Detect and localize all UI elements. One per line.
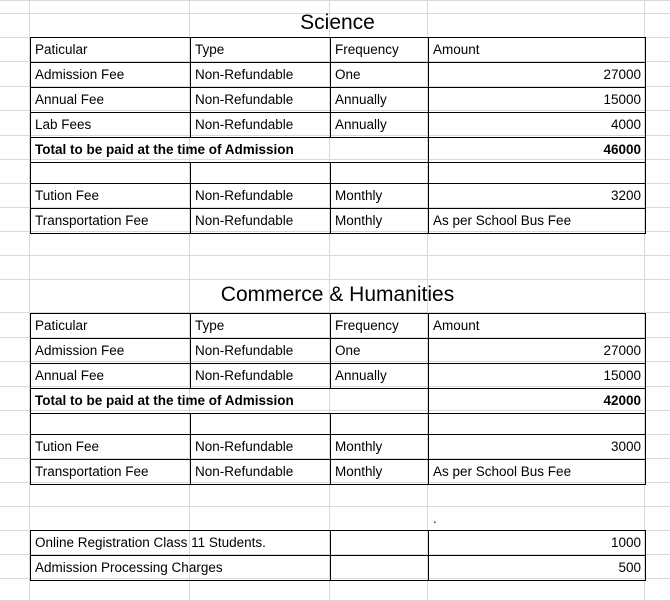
cell-charge-label: Admission Processing Charges [31,556,331,581]
cell-amount: As per School Bus Fee [429,209,646,234]
cell-frequency: One [331,63,429,88]
cell-type: Non-Refundable [191,88,331,113]
table-blank-row [31,414,646,435]
cell-amount: 27000 [429,63,646,88]
table-blank-row [31,163,646,184]
table-row [31,556,646,581]
cell-charge-middle [331,531,429,556]
cell-amount: 3200 [429,184,646,209]
cell-particular: Transportation Fee [31,209,191,234]
cell-type: Non-Refundable [191,460,331,485]
table-total-row [31,138,646,163]
cell-frequency: Annually [331,88,429,113]
header-cell-amount: Amount [429,38,646,63]
cell-frequency: Annually [331,113,429,138]
table-row [31,531,646,556]
cell-amount: 4000 [429,113,646,138]
cell-amount: As per School Bus Fee [429,460,646,485]
cell-amount: 27000 [429,339,646,364]
cell-particular: Transportation Fee [31,460,191,485]
cell-total-label: Total to be paid at the time of Admission [31,389,429,414]
table-header-row [31,38,646,63]
cell-particular: Tution Fee [31,435,191,460]
cell-charge-amount: 1000 [429,531,646,556]
cell-amount [429,414,646,435]
table-total-row [31,389,646,414]
cell-amount [429,163,646,184]
cell-total-amount: 42000 [429,389,646,414]
table-row [31,460,646,485]
table-row [31,209,646,234]
cell-type: Non-Refundable [191,435,331,460]
cell-particular [31,414,191,435]
cell-charge-amount: 500 [429,556,646,581]
cell-total-label: Total to be paid at the time of Admission [31,138,429,163]
cell-particular [31,163,191,184]
fee-table-science [30,37,646,234]
cell-particular: Admission Fee [31,339,191,364]
table-row [31,339,646,364]
header-cell-particular: Paticular [31,38,191,63]
header-cell-type: Type [191,314,331,339]
extra-charges-table [30,530,646,581]
cell-particular: Admission Fee [31,63,191,88]
cell-frequency: Monthly [331,435,429,460]
cell-amount: 3000 [429,435,646,460]
table-row [31,113,646,138]
cell-frequency: Monthly [331,460,429,485]
table-row [31,63,646,88]
cell-type: Non-Refundable [191,113,331,138]
cell-frequency: One [331,339,429,364]
table-row [31,184,646,209]
cell-amount: 15000 [429,364,646,389]
table-row [31,88,646,113]
cell-type: Non-Refundable [191,63,331,88]
cell-frequency [331,163,429,184]
cell-frequency: Monthly [331,184,429,209]
cell-particular: Annual Fee [31,88,191,113]
cell-charge-label: Online Registration Class 11 Students. [31,531,331,556]
section-title-science: Science [300,11,375,34]
table-row [31,364,646,389]
cell-type: Non-Refundable [191,209,331,234]
cell-frequency: Annually [331,364,429,389]
header-cell-particular: Paticular [31,314,191,339]
cell-type: Non-Refundable [191,184,331,209]
header-cell-amount: Amount [429,314,646,339]
cell-particular: Tution Fee [31,184,191,209]
table-header-row [31,314,646,339]
cell-frequency: Monthly [331,209,429,234]
cell-amount: 15000 [429,88,646,113]
stray-dot-mark: . [433,511,437,526]
cell-type: Non-Refundable [191,339,331,364]
cell-type: Non-Refundable [191,364,331,389]
section-title-commerce-humanities: Commerce & Humanities [220,283,455,306]
header-cell-frequency: Frequency [331,38,429,63]
cell-total-amount: 46000 [429,138,646,163]
header-cell-frequency: Frequency [331,314,429,339]
cell-charge-middle [331,556,429,581]
cell-type [191,414,331,435]
cell-particular: Annual Fee [31,364,191,389]
header-cell-type: Type [191,38,331,63]
cell-particular: Lab Fees [31,113,191,138]
fee-table-commerce-humanities [30,313,646,485]
cell-frequency [331,414,429,435]
cell-type [191,163,331,184]
table-row [31,435,646,460]
